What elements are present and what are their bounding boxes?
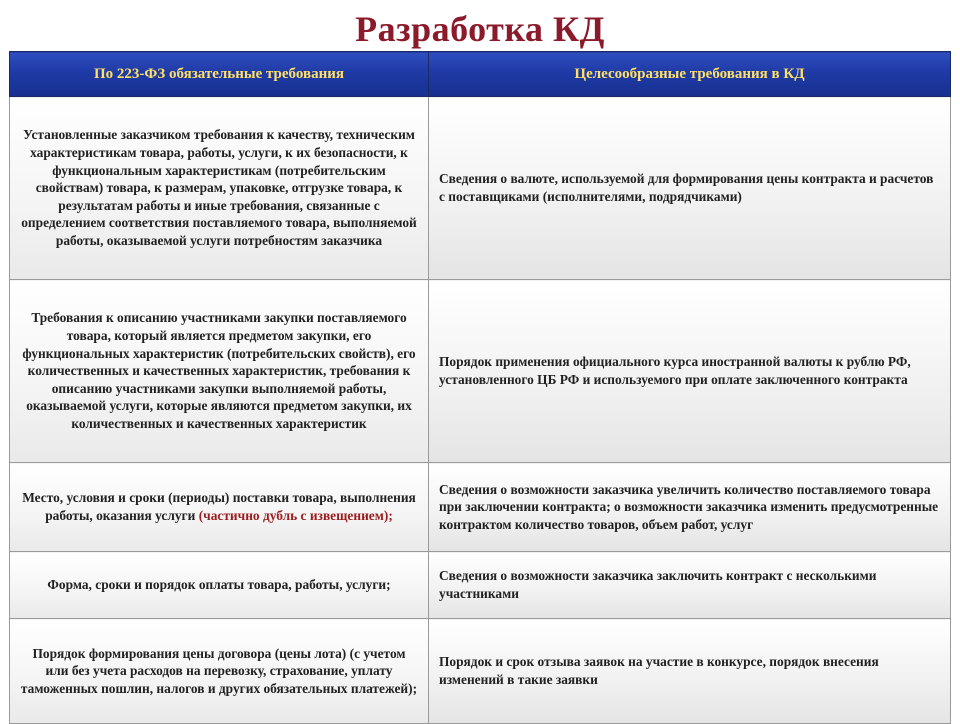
header-recommended-requirements: Целесообразные требования в КД — [429, 52, 951, 97]
mandatory-requirement-cell: Требования к описанию участниками закупки поставляемого товара, который является предметом закупки, его функциональных характеристик (потребительских свойств), его количественных и качественных характеристик, требования к описанию участниками закупки выполняемой работы, оказываемой услуги, которые являются предметом закупки, их количественных и качественных характеристик — [10, 280, 429, 463]
table-header-row — [10, 52, 951, 97]
recommended-requirement-cell: Сведения о валюте, используемой для формирования цены контракта и расчетов с поставщиками (исполнителями, подрядчиками) — [429, 97, 951, 280]
table-row — [10, 97, 951, 280]
table-row — [10, 552, 951, 619]
recommended-requirement-cell: Сведения о возможности заказчика увеличить количество поставляемого товара при заключении контракта; о возможности заказчика изменить предусмотренные контрактом количество товаров, объем работ, услуг — [429, 463, 951, 552]
table-row — [10, 619, 951, 724]
page-title: Разработка КД — [355, 9, 605, 49]
recommended-requirement-cell: Порядок и срок отзыва заявок на участие в конкурсе, порядок внесения изменений в такие заявки — [429, 619, 951, 724]
requirements-table — [9, 51, 951, 724]
mandatory-requirement-cell — [10, 463, 429, 552]
duplicate-note: (частично дубль с извещением); — [198, 508, 393, 523]
requirement-text: Место, условия и сроки (периоды) поставки товара, выполнения работы, оказания услуги — [22, 490, 416, 523]
mandatory-requirement-cell: Установленные заказчиком требования к качеству, техническим характеристикам товара, работы, услуги, к их безопасности, к функциональным характеристикам (потребительским свойствам) товара, к размерам, упаковке, отгрузке товара, к результатам работы и иные требования, связанные с определением соответствия поставляемого товара, выполняемой работы, оказываемой услуги потребностям заказчика — [10, 97, 429, 280]
recommended-requirement-cell: Сведения о возможности заказчика заключить контракт с несколькими участниками — [429, 552, 951, 619]
table-row — [10, 280, 951, 463]
mandatory-requirement-cell: Порядок формирования цены договора (цены лота) (с учетом или без учета расходов на перевозку, страхование, уплату таможенных пошлин, налогов и других обязательных платежей); — [10, 619, 429, 724]
table-row — [10, 463, 951, 552]
header-mandatory-requirements: По 223-ФЗ обязательные требования — [10, 52, 429, 97]
recommended-requirement-cell: Порядок применения официального курса иностранной валюты к рублю РФ, установленного ЦБ РФ и используемого при оплате заключенного контракта — [429, 280, 951, 463]
mandatory-requirement-cell: Форма, сроки и порядок оплаты товара, работы, услуги; — [10, 552, 429, 619]
